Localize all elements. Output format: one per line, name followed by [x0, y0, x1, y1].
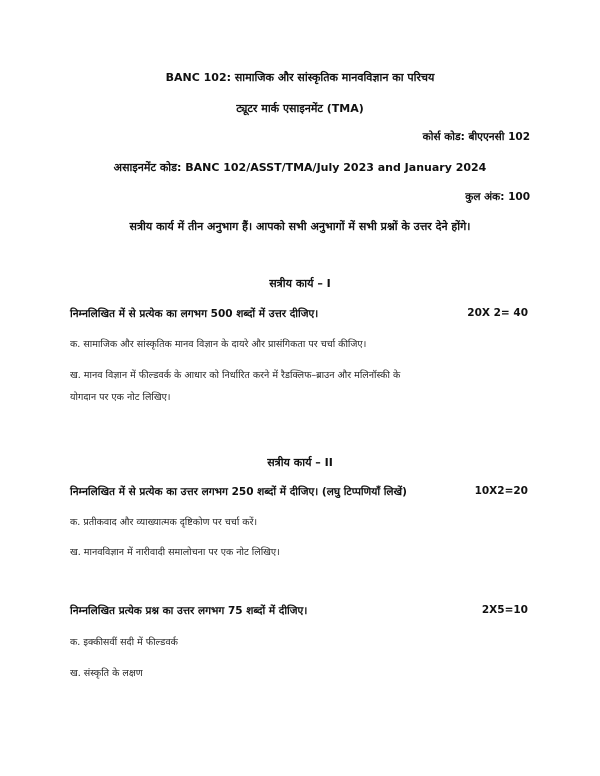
section1-heading: सत्रीय कार्य – I [269, 277, 331, 290]
section2-marks: 10X2=20 [474, 485, 528, 497]
tma-title: ट्यूटर मार्क एसाइनमेंट (TMA) [236, 102, 364, 115]
section2-instruction: निम्नलिखित में से प्रत्येक का उत्तर लगभग 250 शब्दों में दीजिए। (लघु टिप्पणियाँ लिखें) [70, 486, 407, 498]
section1-question-a: क. सामाजिक और सांस्कृतिक मानव विज्ञान के दायरे और प्रासंगिकता पर चर्चा कीजिए। [70, 339, 367, 350]
total-marks: कुल अंक: 100 [465, 191, 530, 203]
assignment-code: असाइनमेंट कोड: BANC 102/ASST/TMA/July 2023 and January 2024 [113, 161, 487, 174]
course-title: BANC 102: सामाजिक और सांस्कृतिक मानवविज्ञान का परिचय [165, 71, 435, 84]
section1-instruction: निम्नलिखित में से प्रत्येक का लगभग 500 शब्दों में उत्तर दीजिए। [70, 308, 319, 320]
section3-question-b: ख. संस्कृति के लक्षण [70, 668, 143, 679]
section2-question-a: क. प्रतीकवाद और व्याख्यात्मक दृष्टिकोण पर चर्चा करें। [70, 517, 258, 528]
instructions: सत्रीय कार्य में तीन अनुभाग हैं। आपको सभी अनुभागों में सभी प्रश्नों के उत्तर देने होंगे। [129, 220, 471, 233]
section3-question-a: क. इक्कीसवीं सदी में फील्डवर्क [70, 637, 178, 648]
section3-marks: 2X5=10 [481, 604, 528, 616]
section1-marks: 20X 2= 40 [467, 307, 528, 319]
section2-question-b: ख. मानवविज्ञान में नारीवादी समालोचना पर एक नोट लिखिए। [70, 547, 280, 558]
section2-heading: सत्रीय कार्य – II [267, 456, 333, 469]
section1-question-b-line2: योगदान पर एक नोट लिखिए। [70, 392, 171, 403]
section3-instruction: निम्नलिखित प्रत्येक प्रश्न का उत्तर लगभग 75 शब्दों में दीजिए। [70, 605, 308, 617]
section1-question-b-line1: ख. मानव विज्ञान में फील्डवर्क के आधार को निर्धारित करने में रैडक्लिफ–ब्राउन और मलिनॉस्की के [70, 370, 401, 381]
course-code: कोर्स कोड: बीएएनसी 102 [422, 131, 530, 143]
